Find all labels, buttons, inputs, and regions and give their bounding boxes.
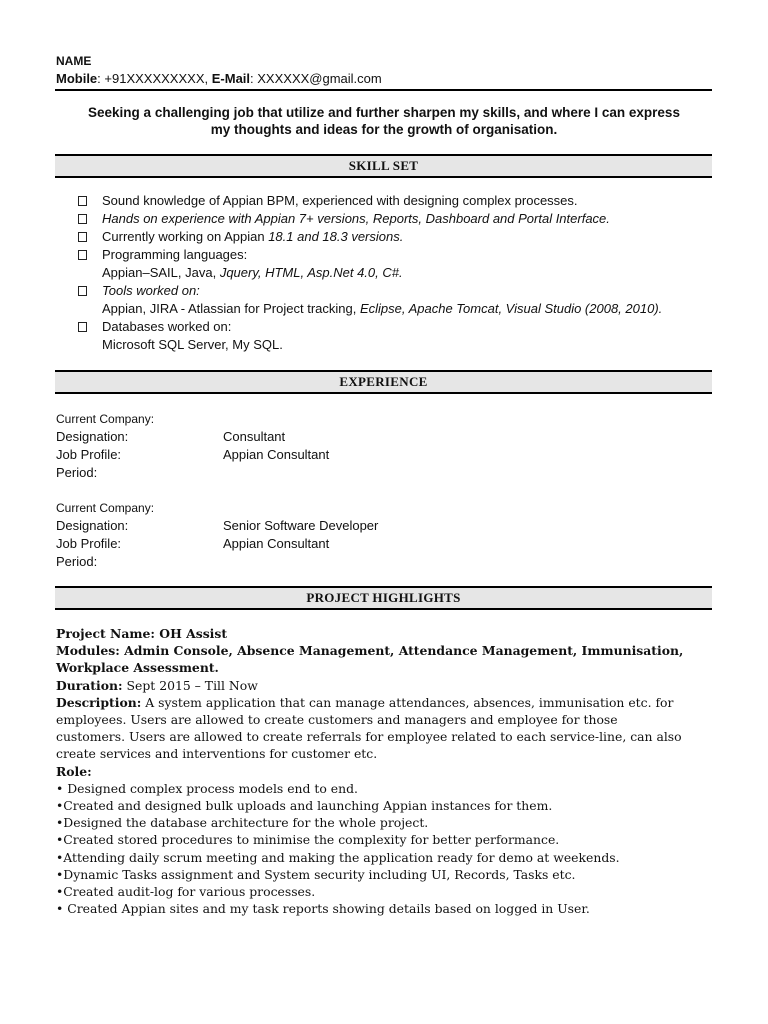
candidate-name: NAME	[56, 54, 92, 68]
checkbox-bullet-icon	[78, 250, 87, 260]
checkbox-bullet-icon	[78, 214, 87, 224]
skill-text-part: Appian, JIRA - Atlassian for Project tracking,	[102, 301, 360, 316]
checkbox-bullet-icon	[78, 322, 87, 332]
role-item: •Created and designed bulk uploads and launching Appian instances for them.	[56, 798, 553, 814]
project-modules	[56, 642, 706, 659]
project-modules-cont	[56, 659, 706, 676]
skill-text-part: Currently working on Appian	[102, 229, 269, 244]
role-item: • Designed complex process models end to end.	[56, 780, 358, 796]
email-value: : XXXXXX@gmail.com	[250, 71, 382, 86]
description-text: create services and interventions for customer etc.	[56, 746, 378, 762]
skill-text-italic: Eclipse, Apache Tomcat, Visual Studio (2008, 2010).	[359, 301, 663, 316]
experience-entry	[56, 410, 696, 482]
checkbox-bullet-icon	[78, 232, 87, 242]
company-label: Current Company:	[56, 412, 155, 426]
role-item: •Dynamic Tasks assignment and System security including UI, Records, Tasks etc.	[56, 866, 576, 882]
role-item: • Created Appian sites and my task reports showing details based on logged in User.	[56, 901, 590, 917]
skill-text: Hands on experience with Appian 7+ versions, Reports, Dashboard and Portal Interface.	[102, 211, 610, 226]
description-text: employees. Users are allowed to create customers and managers and employee for those	[56, 712, 618, 728]
skill-item	[78, 246, 718, 264]
job-profile-value: Appian Consultant	[223, 536, 330, 551]
skill-detail	[102, 264, 718, 282]
description-text: A system application that can manage attendances, absences, immunisation etc. for	[141, 694, 674, 710]
role-heading	[56, 763, 706, 780]
designation-label: Designation:	[56, 429, 129, 444]
skill-title: Programming languages:	[102, 247, 248, 262]
modules-label: Modules:	[56, 643, 120, 659]
objective-line: my thoughts and ideas for the growth of organisation.	[210, 122, 558, 137]
skill-text-italic: Jquery, HTML, Asp.Net 4.0, C#.	[219, 265, 403, 280]
job-profile-value: Appian Consultant	[223, 447, 330, 462]
project-name	[56, 625, 706, 642]
designation-value: Consultant	[223, 429, 286, 444]
section-experience: EXPERIENCE	[55, 370, 712, 394]
skill-text	[102, 228, 718, 246]
role-item: •Designed the database architecture for the whole project.	[56, 815, 429, 831]
skill-text: Sound knowledge of Appian BPM, experienced with designing complex processes.	[102, 193, 578, 208]
project-description	[56, 694, 706, 711]
objective-line: Seeking a challenging job that utilize and further sharpen my skills, and where I can express	[88, 105, 680, 120]
designation-value: Senior Software Developer	[223, 518, 379, 533]
header-divider	[55, 89, 712, 91]
description-text: customers. Users are allowed to create referrals for employee related to each service-line, can also	[56, 729, 682, 745]
skill-item	[78, 318, 718, 336]
duration-label: Duration:	[56, 677, 123, 693]
role-item: •Created audit-log for various processes.	[56, 884, 316, 900]
skill-item	[78, 192, 718, 210]
job-profile-label: Job Profile:	[56, 536, 122, 551]
role-item: •Created stored procedures to minimise the complexity for better performance.	[56, 832, 560, 848]
project-name-label: Project Name:	[56, 626, 155, 641]
role-item: •Attending daily scrum meeting and making the application ready for demo at weekends.	[56, 849, 620, 865]
skill-title: Databases worked on:	[102, 319, 232, 334]
email-label: E-Mail	[211, 71, 251, 86]
description-label: Description:	[56, 694, 142, 710]
career-objective	[56, 104, 712, 138]
skill-item	[78, 282, 718, 300]
checkbox-bullet-icon	[78, 196, 87, 206]
mobile-label: Mobile	[56, 71, 98, 86]
project-details	[56, 625, 706, 917]
job-profile-label: Job Profile:	[56, 447, 122, 462]
contact-line	[56, 71, 382, 86]
skill-title: Tools worked on:	[102, 283, 200, 298]
period-label: Period:	[56, 554, 98, 569]
skills-list	[78, 192, 718, 354]
project-name-value: OH Assist	[154, 626, 228, 641]
skill-detail: Microsoft SQL Server, My SQL.	[102, 337, 283, 352]
designation-label: Designation:	[56, 518, 129, 533]
skill-text-part: Appian–SAIL, Java,	[102, 265, 220, 280]
experience-entry	[56, 499, 696, 571]
section-skill-set: SKILL SET	[55, 154, 712, 178]
project-duration	[56, 677, 706, 694]
role-label: Role:	[56, 763, 92, 779]
skill-item	[78, 228, 718, 246]
period-label: Period:	[56, 465, 98, 480]
skill-text-italic: 18.1 and 18.3 versions.	[268, 229, 404, 244]
company-label: Current Company:	[56, 501, 155, 515]
modules-value: Workplace Assessment.	[56, 660, 219, 676]
duration-value: Sept 2015 – Till Now	[122, 677, 258, 693]
skill-item	[78, 210, 718, 228]
modules-value: Admin Console, Absence Management, Attendance Management, Immunisation,	[119, 643, 684, 659]
skill-detail	[102, 300, 718, 318]
mobile-value: : +91XXXXXXXXX,	[97, 71, 209, 86]
section-project-highlights: PROJECT HIGHLIGHTS	[55, 586, 712, 610]
checkbox-bullet-icon	[78, 286, 87, 296]
